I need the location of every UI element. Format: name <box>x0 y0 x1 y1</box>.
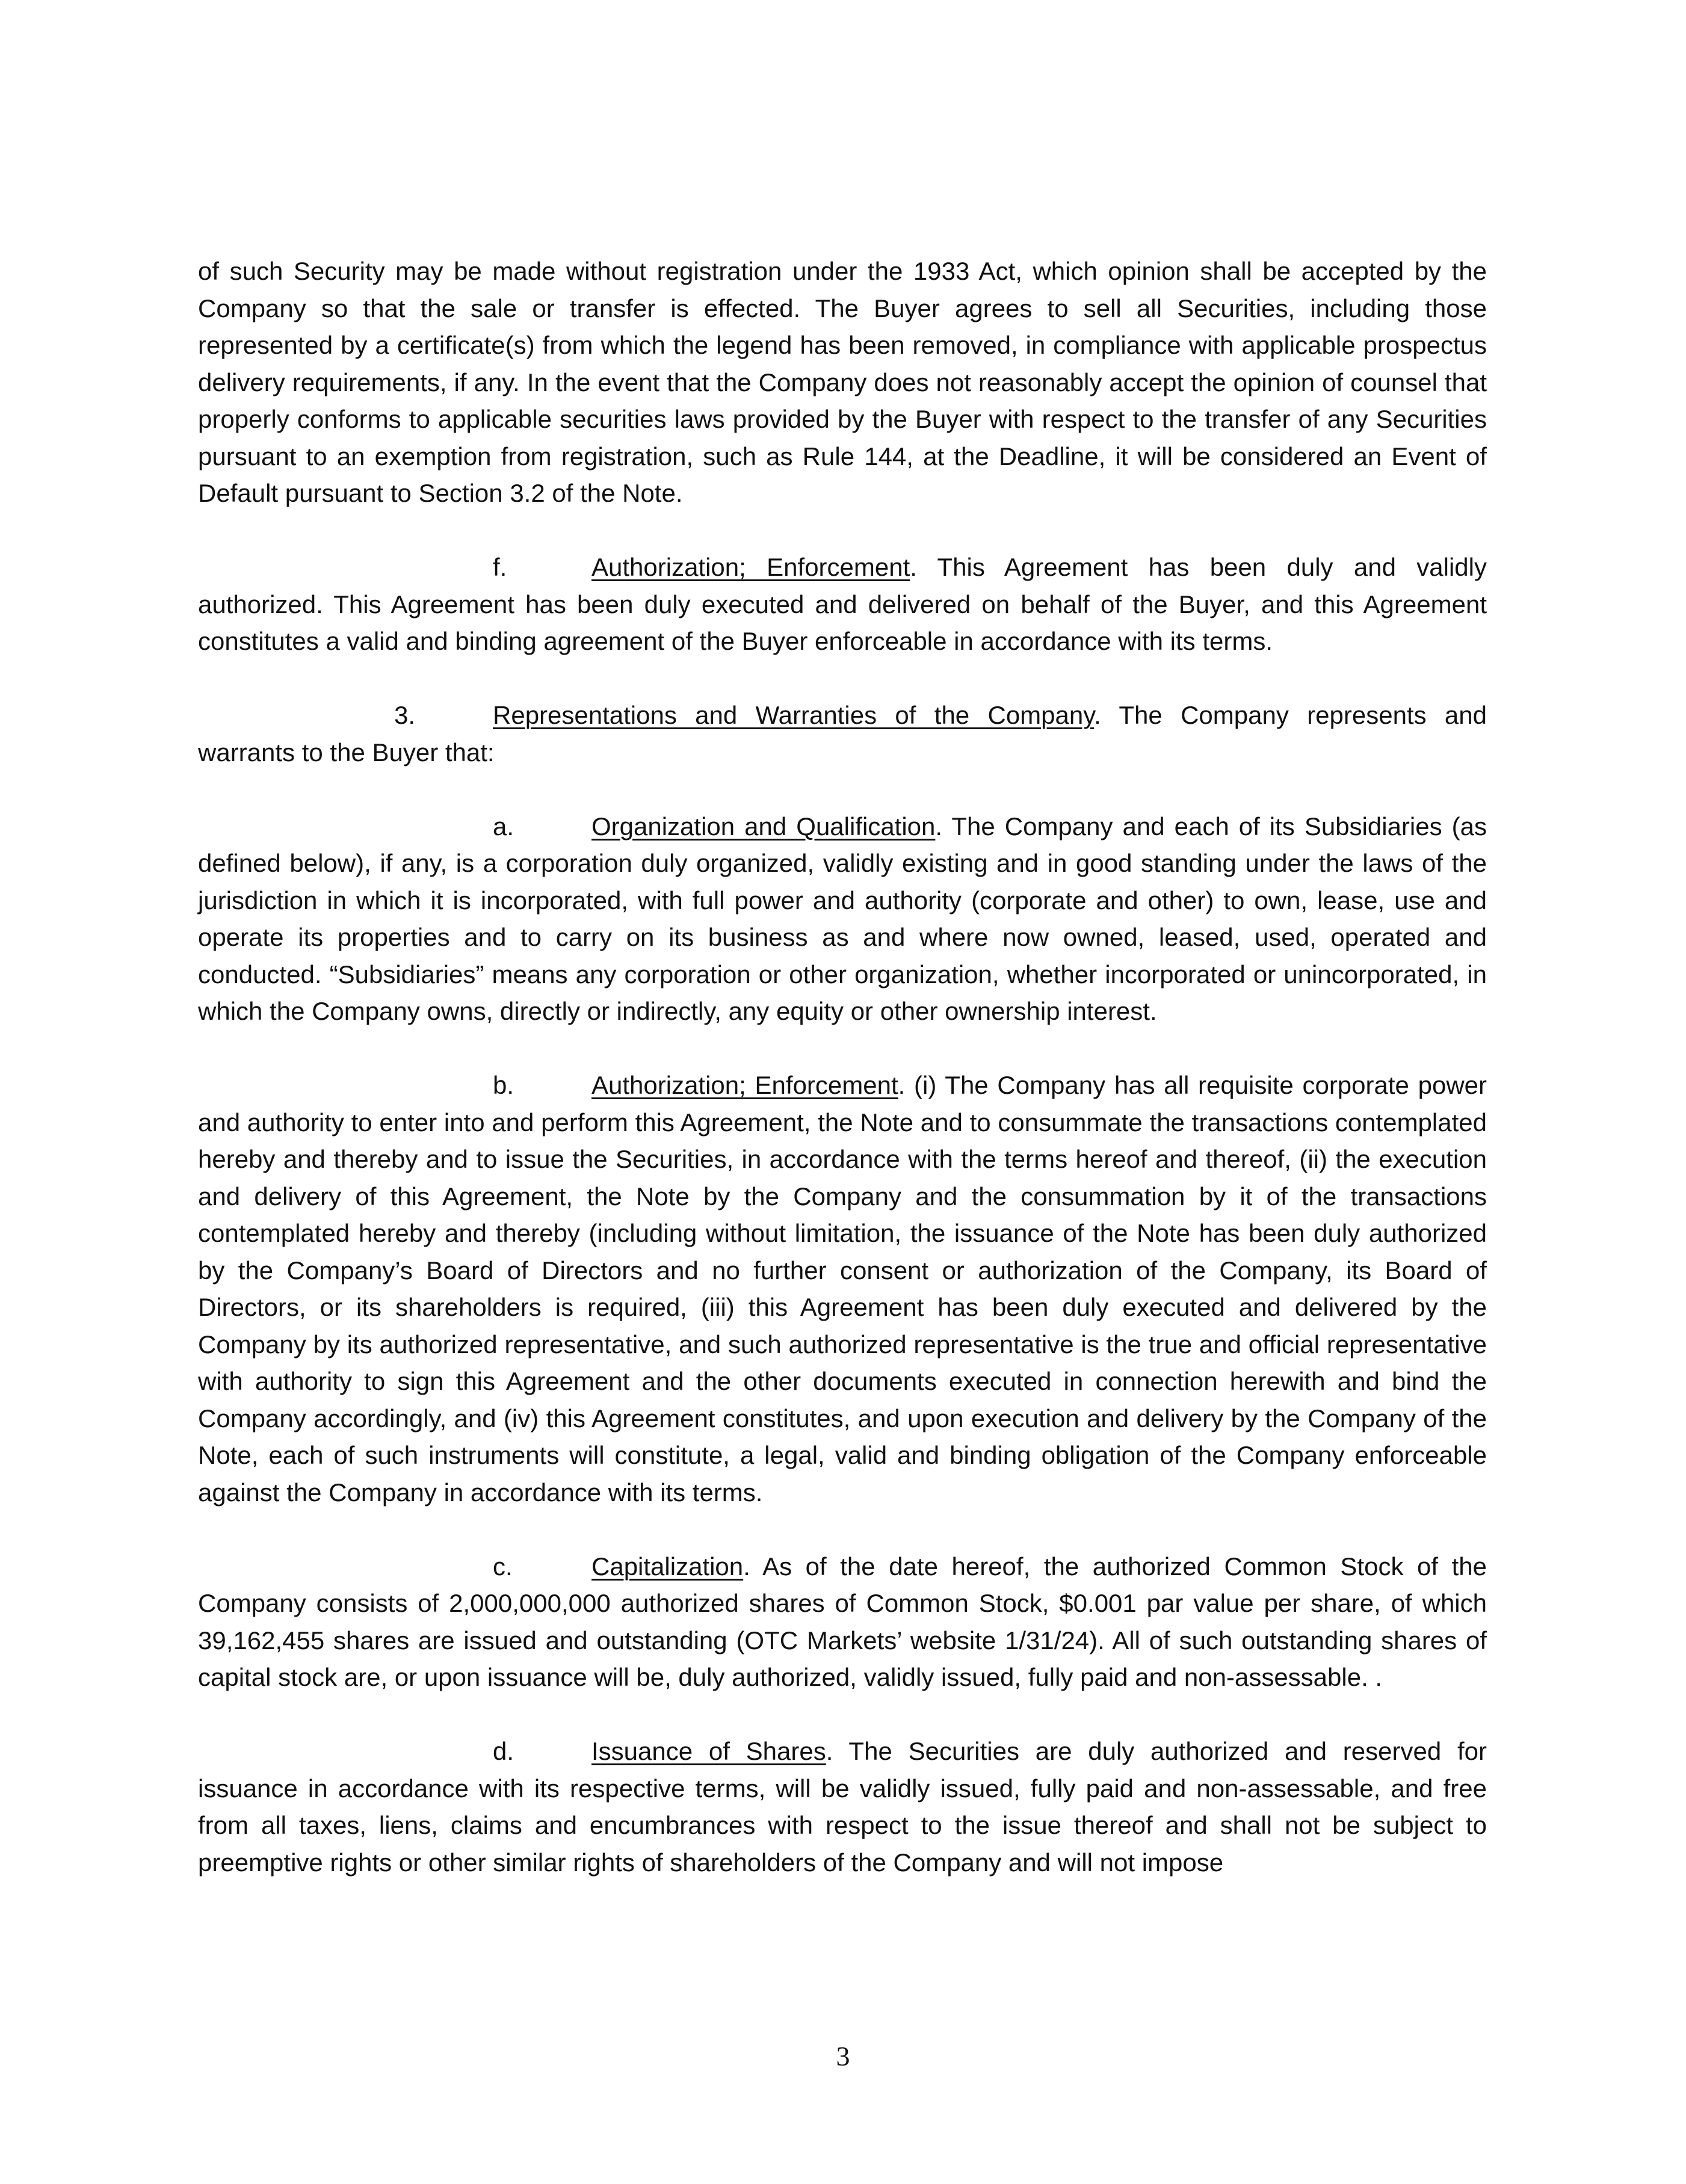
section-heading: Authorization; Enforcement <box>591 553 910 581</box>
paragraph-text: . This Agreement has been duly and validly authorized. This Agreement has been duly executed and delivered on behalf of the Buyer, and this Agreement constitutes a valid and binding agreement of the Buyer enforceable in accordance with its terms. <box>198 553 1487 655</box>
section-heading: Authorization; Enforcement <box>591 1071 898 1099</box>
page-number: 3 <box>836 2041 850 2071</box>
paragraph-text: . The Company and each of its Subsidiaries (as defined below), if any, is a corporation duly organized, validly existing and in good standing under the laws of the jurisdiction in which it is incorporated, with full power and authority (corporate and other) to own, lease, use and operate its properties and to carry on its business as and where now owned, leased, used, operated and conducted. “Subsidiaries” means any corporation or other organization, whether incorporated or unincorporated, in which the Company owns, directly or indirectly, any equity or other ownership interest. <box>198 812 1487 1025</box>
section-heading: Representations and Warranties of the Company <box>493 701 1095 729</box>
section-number: b. <box>493 1071 514 1099</box>
section-number: 3. <box>394 701 416 729</box>
section-number: f. <box>493 553 507 581</box>
section-3c-capitalization <box>198 1548 1487 1696</box>
section-heading: Capitalization <box>591 1552 744 1581</box>
paragraph-text: . As of the date hereof, the authorized Common Stock of the Company consists of 2,000,000,000 authorized shares of Common Stock, $0.001 par value per share, of which 39,162,455 shares are issued and outstanding (OTC Markets’ website 1/31/24). All of such outstanding shares of capital stock are, or upon issuance will be, duly authorized, validly issued, fully paid and non-assessable. . <box>198 1552 1487 1691</box>
document-body <box>198 253 1487 1881</box>
section-heading: Organization and Qualification <box>591 812 936 841</box>
paragraph-text: . (i) The Company has all requisite corporate power and authority to enter into and perform this Agreement, the Note and to consummate the transactions contemplated hereby and thereby and to issue the Securities, in accordance with the terms hereof and thereof, (ii) the execution and delivery of this Agreement, the Note by the Company and the consummation by it of the transactions contemplated hereby and thereby (including without limitation, the issuance of the Note has been duly authorized by the Company’s Board of Directors and no further consent or authorization of the Company, its Board of Directors, or its shareholders is required, (iii) this Agreement has been duly executed and delivered by the Company by its authorized representative, and such authorized representative is the true and official representative with authority to sign this Agreement and the other documents executed in connection herewith and bind the Company accordingly, and (iv) this Agreement constitutes, and upon execution and delivery by the Company of the Note, each of such instruments will constitute, a legal, valid and binding obligation of the Company enforceable against the Company in accordance with its terms. <box>198 1071 1487 1507</box>
paragraph-text: . The Company represents and warrants to the Buyer that: <box>198 701 1487 767</box>
paragraph-continuation <box>198 253 1487 512</box>
section-number: d. <box>493 1737 514 1765</box>
paragraph-text: . The Securities are duly authorized and reserved for issuance in accordance with its respective terms, will be validly issued, fully paid and non-assessable, and free from all taxes, liens, claims and encumbrances with respect to the issue thereof and shall not be subject to preemptive rights or other similar rights of shareholders of the Company and will not impose <box>198 1737 1487 1877</box>
section-3a-organization-qualification <box>198 808 1487 1030</box>
section-heading: Issuance of Shares <box>591 1737 826 1765</box>
section-3-representations-warranties <box>198 697 1487 771</box>
section-number: c. <box>493 1552 513 1581</box>
section-3b-authorization-enforcement <box>198 1067 1487 1511</box>
section-2f-authorization-enforcement <box>198 549 1487 660</box>
paragraph-text: of such Security may be made without registration under the 1933 Act, which opinion shall be accepted by the Company so that the sale or transfer is effected. The Buyer agrees to sell all Securities, including those represented by a certificate(s) from which the legend has been removed, in compliance with applicable prospectus delivery requirements, if any. In the event that the Company does not reasonably accept the opinion of counsel that properly conforms to applicable securities laws provided by the Buyer with respect to the transfer of any Securities pursuant to an exemption from registration, such as Rule 144, at the Deadline, it will be considered an Event of Default pursuant to Section 3.2 of the Note. <box>198 257 1487 507</box>
section-3d-issuance-of-shares <box>198 1733 1487 1881</box>
section-number: a. <box>493 812 514 841</box>
